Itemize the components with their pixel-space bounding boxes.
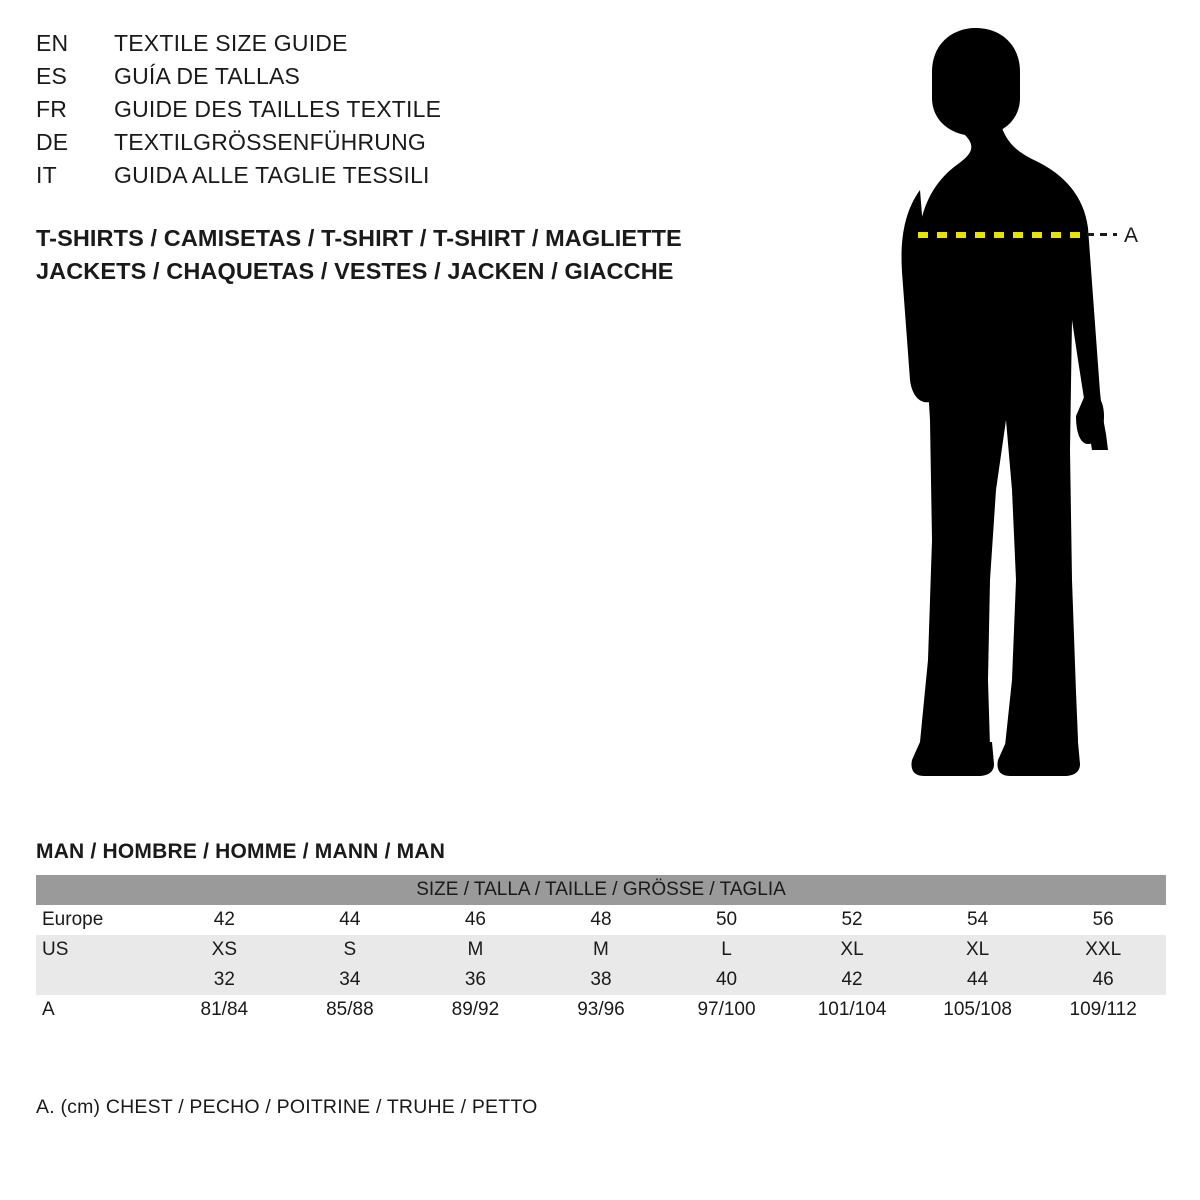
category-line-jackets: JACKETS / CHAQUETAS / VESTES / JACKEN / GIACCHE bbox=[36, 258, 674, 284]
table-cell: 97/100 bbox=[664, 995, 790, 1025]
language-code: IT bbox=[36, 162, 57, 188]
table-cell: 109/112 bbox=[1040, 995, 1166, 1025]
row-label bbox=[36, 965, 162, 995]
table-header-label: SIZE / TALLA / TAILLE / GRÖSSE / TAGLIA bbox=[36, 875, 1166, 905]
language-code: EN bbox=[36, 30, 69, 56]
table-cell: 105/108 bbox=[915, 995, 1041, 1025]
table-cell: 32 bbox=[162, 965, 288, 995]
language-code: FR bbox=[36, 96, 68, 122]
language-row bbox=[36, 129, 736, 162]
size-table-section bbox=[36, 840, 1166, 1025]
language-label: TEXTILE SIZE GUIDE bbox=[114, 30, 348, 56]
table-cell: XL bbox=[789, 935, 915, 965]
silhouette-svg bbox=[820, 20, 1180, 790]
table-cell: 56 bbox=[1040, 905, 1166, 935]
measure-leader-line bbox=[1087, 233, 1117, 236]
language-code: DE bbox=[36, 129, 69, 155]
table-cell: 81/84 bbox=[162, 995, 288, 1025]
table-cell: M bbox=[538, 935, 664, 965]
body-shape bbox=[918, 128, 1108, 762]
language-row bbox=[36, 30, 736, 63]
table-cell: 46 bbox=[413, 905, 539, 935]
measure-label-a: A bbox=[1124, 224, 1139, 247]
footnote-chest-measure: A. (cm) CHEST / PECHO / POITRINE / TRUHE / PETTO bbox=[36, 1096, 538, 1118]
foot-right-shape bbox=[998, 742, 1081, 776]
table-cell: 46 bbox=[1040, 965, 1166, 995]
table-cell: XXL bbox=[1040, 935, 1166, 965]
language-code: ES bbox=[36, 63, 68, 89]
table-cell: 85/88 bbox=[287, 995, 413, 1025]
foot-left-shape bbox=[912, 742, 995, 776]
row-label: A bbox=[36, 995, 162, 1025]
language-label: GUIDE DES TAILLES TEXTILE bbox=[114, 96, 442, 122]
table-cell: XL bbox=[915, 935, 1041, 965]
table-cell: 93/96 bbox=[538, 995, 664, 1025]
language-label: TEXTILGRÖSSENFÜHRUNG bbox=[114, 129, 426, 155]
table-cell: 36 bbox=[413, 965, 539, 995]
table-cell: 42 bbox=[162, 905, 288, 935]
table-cell: 54 bbox=[915, 905, 1041, 935]
body-silhouette-illustration bbox=[820, 20, 1180, 790]
table-cell: 44 bbox=[287, 905, 413, 935]
table-cell: 101/104 bbox=[789, 995, 915, 1025]
language-list bbox=[36, 30, 736, 195]
table-row bbox=[36, 995, 1166, 1025]
category-list bbox=[36, 222, 796, 288]
table-cell: 89/92 bbox=[413, 995, 539, 1025]
table-title: MAN / HOMBRE / HOMME / MANN / MAN bbox=[36, 840, 446, 863]
table-cell: M bbox=[413, 935, 539, 965]
table-row bbox=[36, 965, 1166, 995]
language-row bbox=[36, 162, 736, 195]
table-row bbox=[36, 905, 1166, 935]
table-row bbox=[36, 935, 1166, 965]
language-label: GUIDA ALLE TAGLIE TESSILI bbox=[114, 162, 430, 188]
size-table bbox=[36, 875, 1166, 1025]
category-line-tshirts: T-SHIRTS / CAMISETAS / T-SHIRT / T-SHIRT / MAGLIETTE bbox=[36, 225, 682, 251]
table-cell: 44 bbox=[915, 965, 1041, 995]
row-label: US bbox=[36, 935, 162, 965]
table-cell: S bbox=[287, 935, 413, 965]
table-cell: 40 bbox=[664, 965, 790, 995]
row-label: Europe bbox=[36, 905, 162, 935]
table-header-row bbox=[36, 875, 1166, 905]
table-cell: 48 bbox=[538, 905, 664, 935]
table-cell: 52 bbox=[789, 905, 915, 935]
table-cell: XS bbox=[162, 935, 288, 965]
table-cell: 38 bbox=[538, 965, 664, 995]
table-cell: 42 bbox=[789, 965, 915, 995]
table-cell: L bbox=[664, 935, 790, 965]
language-row bbox=[36, 63, 736, 96]
table-cell: 50 bbox=[664, 905, 790, 935]
language-label: GUÍA DE TALLAS bbox=[114, 63, 301, 89]
head-shape bbox=[932, 28, 1020, 136]
language-row bbox=[36, 96, 736, 129]
table-cell: 34 bbox=[287, 965, 413, 995]
